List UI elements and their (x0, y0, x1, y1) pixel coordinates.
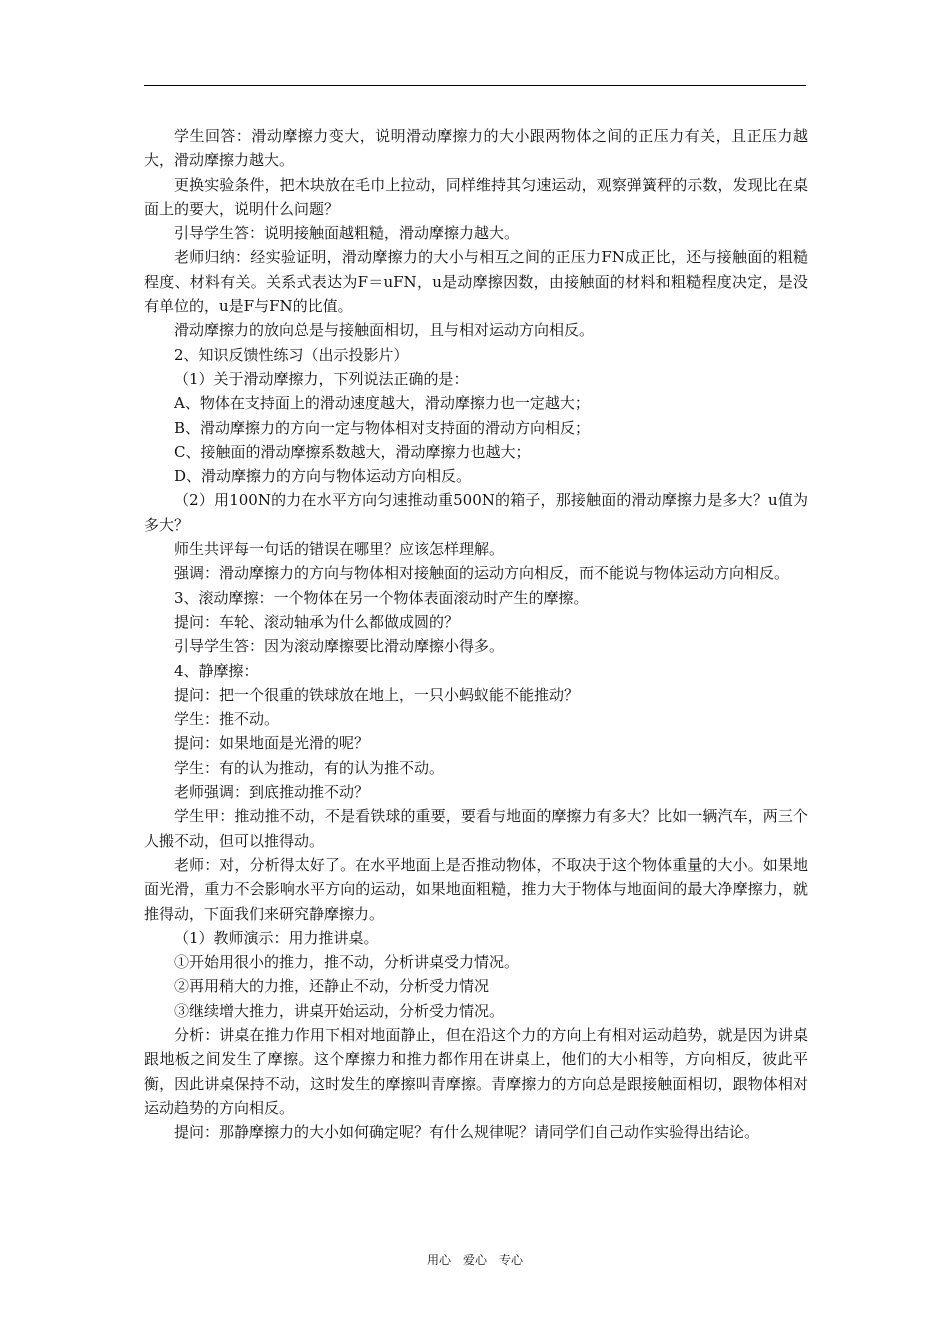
paragraph: B、滑动摩擦力的方向一定与物体相对支持面的滑动方向相反； (174, 418, 591, 437)
paragraph: 学生：有的认为推动，有的认为推不动。 (174, 758, 445, 777)
paragraph: （1）教师演示：用力推讲桌。 (174, 928, 379, 947)
paragraph: 提问：把一个很重的铁球放在地上，一只小蚂蚁能不能推动？ (174, 685, 580, 704)
paragraph: A、物体在支持面上的滑动速度越大，滑动摩擦力也一定越大； (174, 394, 590, 413)
paragraph: 学生：推不动。 (174, 710, 280, 729)
paragraph: 学生回答：滑动摩擦力变大，说明滑动摩擦力的大小跟两物体之间的正压力有关，且正压力越大，滑动摩擦力越大。 (144, 127, 808, 170)
header-rule (144, 85, 806, 86)
paragraph: 4、静摩擦： (174, 661, 259, 680)
page-footer: 用心 爱心 专心 (426, 1253, 523, 1267)
paragraph: ②再用稍大的力推，还静止不动，分析受力情况 (174, 977, 490, 996)
paragraph: D、滑动摩擦力的方向与物体运动方向相反。 (174, 467, 472, 486)
paragraph: 滑动摩擦力的放向总是与接触面相切，且与相对运动方向相反。 (174, 321, 595, 340)
paragraph: 学生甲：推动推不动，不是看铁球的重要，要看与地面的摩擦力有多大？比如一辆汽车，两三个人搬不动，但可以推得动。 (144, 807, 808, 850)
paragraph: 引导学生答：说明接触面越粗糙，滑动摩擦力越大。 (174, 224, 520, 243)
paragraph: 老师强调：到底推动推不动？ (174, 783, 370, 802)
document-body (144, 124, 808, 1144)
paragraph: 老师：对，分析得太好了。在水平地面上是否推动物体，不取决于这个物体重量的大小。如果地面光滑，重力不会影响水平方向的运动，如果地面粗糙，推力大于物体与地面间的最大净摩擦力，就推得动，下面我们来研究静摩擦力。 (144, 855, 808, 923)
paragraph: 分析：讲桌在推力作用下相对地面静止，但在沿这个力的方向上有相对运动趋势，就是因为讲桌跟地板之间发生了摩擦。这个摩擦力和推力都作用在讲桌上，他们的大小相等，方向相反，彼此平衡，因此讲桌保持不动，这时发生的摩擦叫青摩擦。青摩擦力的方向总是跟接触面相切，跟物体相对运动趋势的方向相反。 (144, 1025, 808, 1117)
paragraph: 提问：如果地面是光滑的呢？ (174, 734, 370, 753)
paragraph: 2、知识反馈性练习（出示投影片） (174, 345, 409, 364)
paragraph: 引导学生答：因为滚动摩擦要比滑动摩擦小得多。 (174, 637, 505, 656)
paragraph: 提问：车轮、滚动轴承为什么都做成圆的？ (174, 612, 460, 631)
paragraph: 强调：滑动摩擦力的方向与物体相对接触面的运动方向相反，而不能说与物体运动方向相反。 (174, 564, 790, 583)
paragraph: （2）用100N的力在水平方向匀速推动重500N的箱子，那接触面的滑动摩擦力是多大？u值为多大？ (144, 491, 808, 534)
paragraph: （1）关于滑动摩擦力，下列说法正确的是： (174, 369, 469, 388)
paragraph: ①开始用很小的推力，推不动，分析讲桌受力情况。 (174, 953, 520, 972)
paragraph: 老师归纳：经实验证明，滑动摩擦力的大小与相互之间的正压力FN成正比，还与接触面的粗糙程度、材料有关。关系式表达为F＝uFN，u是动摩擦因数，由接触面的材料和粗糙程度决定，是没有单位的，u是F与FN的比值。 (144, 248, 808, 316)
paragraph: 提问：那静摩擦力的大小如何确定呢？有什么规律呢？请同学们自己动作实验得出结论。 (174, 1123, 760, 1142)
paragraph: 3、滚动摩擦：一个物体在另一个物体表面滚动时产生的摩擦。 (174, 588, 589, 607)
paragraph: 更换实验条件，把木块放在毛巾上拉动，同样维持其匀速运动，观察弹簧秤的示数，发现比在桌面上的要大，说明什么问题？ (144, 175, 808, 218)
paragraph: ③继续增大推力，讲桌开始运动，分析受力情况。 (174, 1001, 505, 1020)
paragraph: C、接触面的滑动摩擦系数越大，滑动摩擦力也越大； (174, 442, 531, 461)
paragraph: 师生共评每一句话的错误在哪里？应该怎样理解。 (174, 540, 505, 559)
